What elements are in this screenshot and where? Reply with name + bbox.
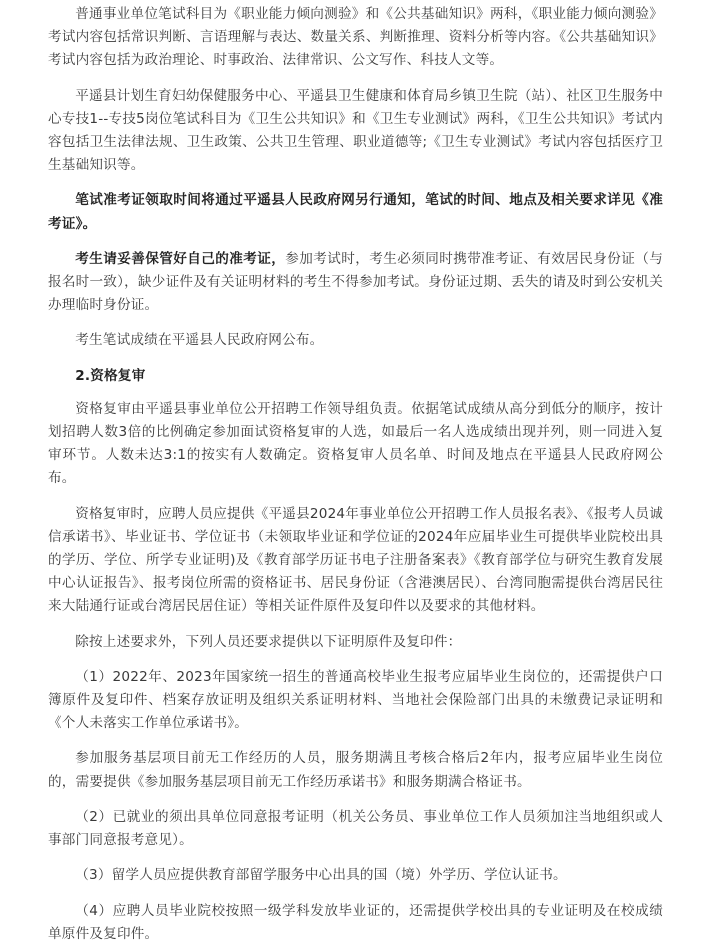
paragraph-score-publication: 考生笔试成绩在平遥县人民政府网公布。 bbox=[75, 332, 324, 349]
paragraph-review-documents: 资格复审时，应聘人员应提供《平遥县2024年事业单位公开招聘工作人员报名表》、《报考人员诚信承诺书》、毕业证书、学位证书（未领取毕业证和学位证的2024年应届毕业生可提供毕业院校出具的学历、学位、所学专业证明)及《教育部学历证书电子注册备案表》《教育部学位与研究生教育发展中心认证报告》、报考岗位所需的资格证书、居民身份证（含港澳居民）、台湾同胞需提供台湾居民往来大陆通行证或台湾居民居住证）等相关证件原件及复印件以及要求的其他材料。 bbox=[48, 505, 663, 615]
paragraph-additional-requirements: 除按上述要求外，下列人员还要求提供以下证明原件及复印件： bbox=[75, 633, 462, 650]
section-heading-qualification-review: 2.资格复审 bbox=[75, 367, 146, 384]
paragraph-item-3: （3）留学人员应提供教育部留学服务中心出具的国（境）外学历、学位认证书。 bbox=[75, 867, 567, 884]
admission-ticket-emphasis: 考生请妥善保管好自己的准考证， bbox=[75, 250, 286, 267]
paragraph-admission-ticket-notice: 笔试准考证领取时间将通过平遥县人民政府网另行通知，笔试的时间、地点及相关要求详见《准考证》。 bbox=[48, 192, 663, 232]
paragraph-written-exam-subjects: 普通事业单位笔试科目为《职业能力倾向测验》和《公共基础知识》两科，《职业能力倾向测验》考试内容包括常识判断、言语理解与表达、数量关系、判断推理、资料分析等内容。《公共基础知识》考试内容包括为政治理论、时事政治、法律常识、公文写作、科技人文等。 bbox=[48, 6, 663, 69]
paragraph-item-2: （2）已就业的须出具单位同意报考证明（机关公务员、事业单位工作人员须加注当地组织或人事部门同意报考意见）。 bbox=[48, 808, 663, 849]
paragraph-keep-admission-ticket bbox=[48, 248, 663, 318]
paragraph-health-exam-subjects: 平遥县计划生育妇幼保健服务中心、平遥县卫生健康和体育局乡镇卫生院（站）、社区卫生服务中心专技1--专技5岗位笔试科目为《卫生公共知识》和《卫生专业测试》两科，《卫生公共知识》考试内容包括卫生法律法规、卫生政策、公共卫生管理、职业道德等;《卫生专业测试》考试内容包括医疗卫生基础知识等。 bbox=[48, 87, 663, 174]
paragraph-review-process: 资格复审由平遥县事业单位公开招聘工作领导组负责。依据笔试成绩从高分到低分的顺序，按计划招聘人数3倍的比例确定参加面试资格复审的人选，如最后一名人选成绩出现并列，则一同进入复审环节。人数未达3:1的按实有人数确定。资格复审人员名单、时间及地点在平遥县人民政府网公布。 bbox=[48, 400, 663, 487]
admission-ticket-details: 参加考试时，考生必须同时携带准考证、有效居民身份证（与报名时一致），缺少证件及有关证明材料的考生不得参加考试。身份证过期、丢失的请及时到公安机关办理临时身份证。 bbox=[48, 250, 664, 314]
paragraph-item-4: （4）应聘人员毕业院校按照一级学科发放毕业证的，还需提供学校出具的专业证明及在校成绩单原件及复印件。 bbox=[48, 902, 663, 942]
paragraph-service-project: 参加服务基层项目前无工作经历的人员，服务期满且考核合格后2年内，报考应届毕业生岗位的，需要提供《参加服务基层项目前无工作经历承诺书》和服务期满合格证书。 bbox=[48, 750, 663, 790]
paragraph-item-1: （1）2022年、2023年国家统一招生的普通高校毕业生报考应届毕业生岗位的，还需提供户口簿原件及复印件、档案存放证明及组织关系证明材料、当地社会保险部门出具的未缴费记录证明和《个人未落实工作单位承诺书》。 bbox=[48, 668, 663, 732]
